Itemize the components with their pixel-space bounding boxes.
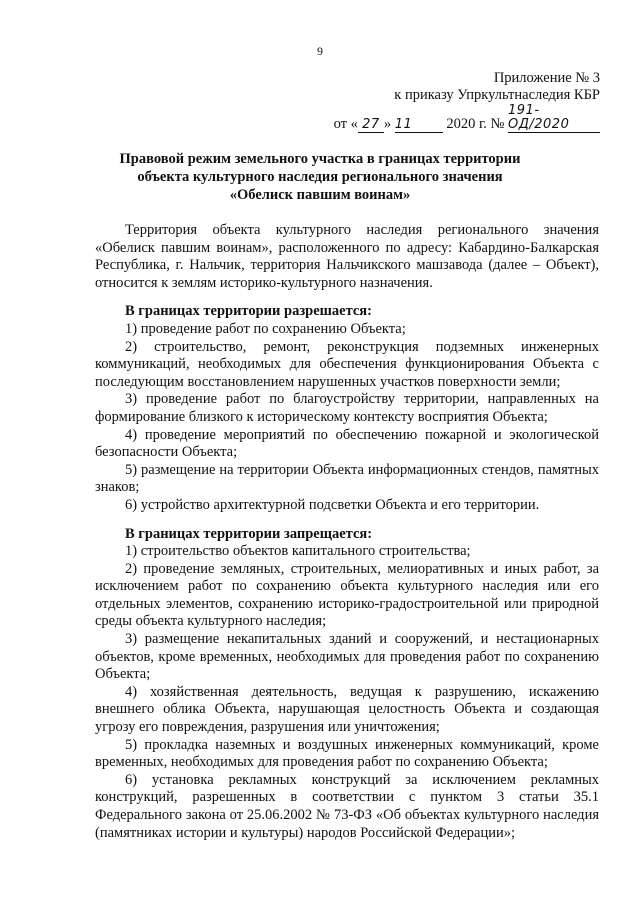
handwritten-order-number: 191-ОД/2020 bbox=[508, 104, 600, 133]
date-quote-close: » bbox=[383, 116, 392, 132]
handwritten-month: 11 bbox=[395, 118, 443, 133]
title-line-3: «Обелиск павшим воинам» bbox=[229, 187, 411, 203]
handwritten-day: 27 bbox=[358, 118, 384, 133]
allowed-item: 5) размещение на территории Объекта информационных стендов, памятных знаков; bbox=[95, 461, 599, 496]
forbidden-heading: В границах территории запрещается: bbox=[125, 525, 373, 542]
annex-title: Приложение № 3 bbox=[493, 70, 600, 86]
intro-paragraph: Территория объекта культурного наследия регионального значения «Обелиск павшим воинам», расположенного по адресу: Кабардино-Балкарская Республика, г. Нальчик, территория Нальчикского машзавода (далее – Объект), относится к землям историко-культурного назначения. bbox=[95, 222, 599, 291]
annex-date-line bbox=[260, 104, 600, 133]
forbidden-item: 1) строительство объектов капитального строительства; bbox=[125, 543, 471, 560]
annex-order: к приказу Упркультнаследия КБР bbox=[394, 87, 600, 103]
document-body bbox=[95, 222, 599, 842]
forbidden-item: 6) установка рекламных конструкций за исключением рекламных конструкций, разрешенных в соответствии с пунктом 3 статьи 35.1 Федерального закона от 25.06.2002 № 73-ФЗ «Об объектах культурного наследия (памятниках истории и культуры) народов Российской Федерации»; bbox=[95, 771, 599, 841]
title-line-2: объекта культурного наследия регионального значения bbox=[137, 169, 503, 185]
forbidden-item: 2) проведение земляных, строительных, мелиоративных и иных работ, за исключением работ по сохранению объекта культурного наследия или его отдельных элементов, сохранению историко-градостроительной или природной среды объекта культурного наследия; bbox=[95, 560, 599, 630]
allowed-item: 4) проведение мероприятий по обеспечению пожарной и экологической безопасности Объекта; bbox=[95, 426, 599, 461]
year-number-label: 2020 г. № bbox=[446, 116, 505, 132]
allowed-item: 3) проведение работ по благоустройству территории, направленных на формирование близкого к историческому контексту восприятия Объекта; bbox=[95, 391, 599, 425]
page-number: 9 bbox=[317, 44, 323, 58]
forbidden-item: 3) размещение некапитальных зданий и сооружений, и нестационарных объектов, кроме временных, необходимых для проведения работ по сохранению Объекта; bbox=[95, 631, 599, 683]
title-line-1: Правовой режим земельного участка в границах территории bbox=[119, 151, 521, 167]
annex-block bbox=[260, 70, 600, 133]
allowed-item: 6) устройство архитектурной подсветки Объекта и его территории. bbox=[125, 496, 540, 513]
allowed-item: 2) строительство, ремонт, реконструкция подземных инженерных коммуникаций, необходимых для обеспечения функционирования Объекта с последующим восстановлением нарушенных участков поверхности земли; bbox=[95, 338, 599, 390]
allowed-heading: В границах территории разрешается: bbox=[125, 303, 372, 320]
forbidden-item: 4) хозяйственная деятельность, ведущая к разрушению, искажению внешнего облика Объекта, нарушающая целостность Объекта и создающая угрозу его повреждения, разрушения или уничтожения; bbox=[95, 683, 599, 736]
allowed-item: 1) проведение работ по сохранению Объекта; bbox=[125, 320, 406, 337]
document-title bbox=[90, 150, 550, 204]
forbidden-item: 5) прокладка наземных и воздушных инженерных коммуникаций, кроме временных, необходимых для проведения работ по сохранению Объекта; bbox=[95, 736, 599, 771]
date-prefix: от « bbox=[333, 116, 358, 132]
